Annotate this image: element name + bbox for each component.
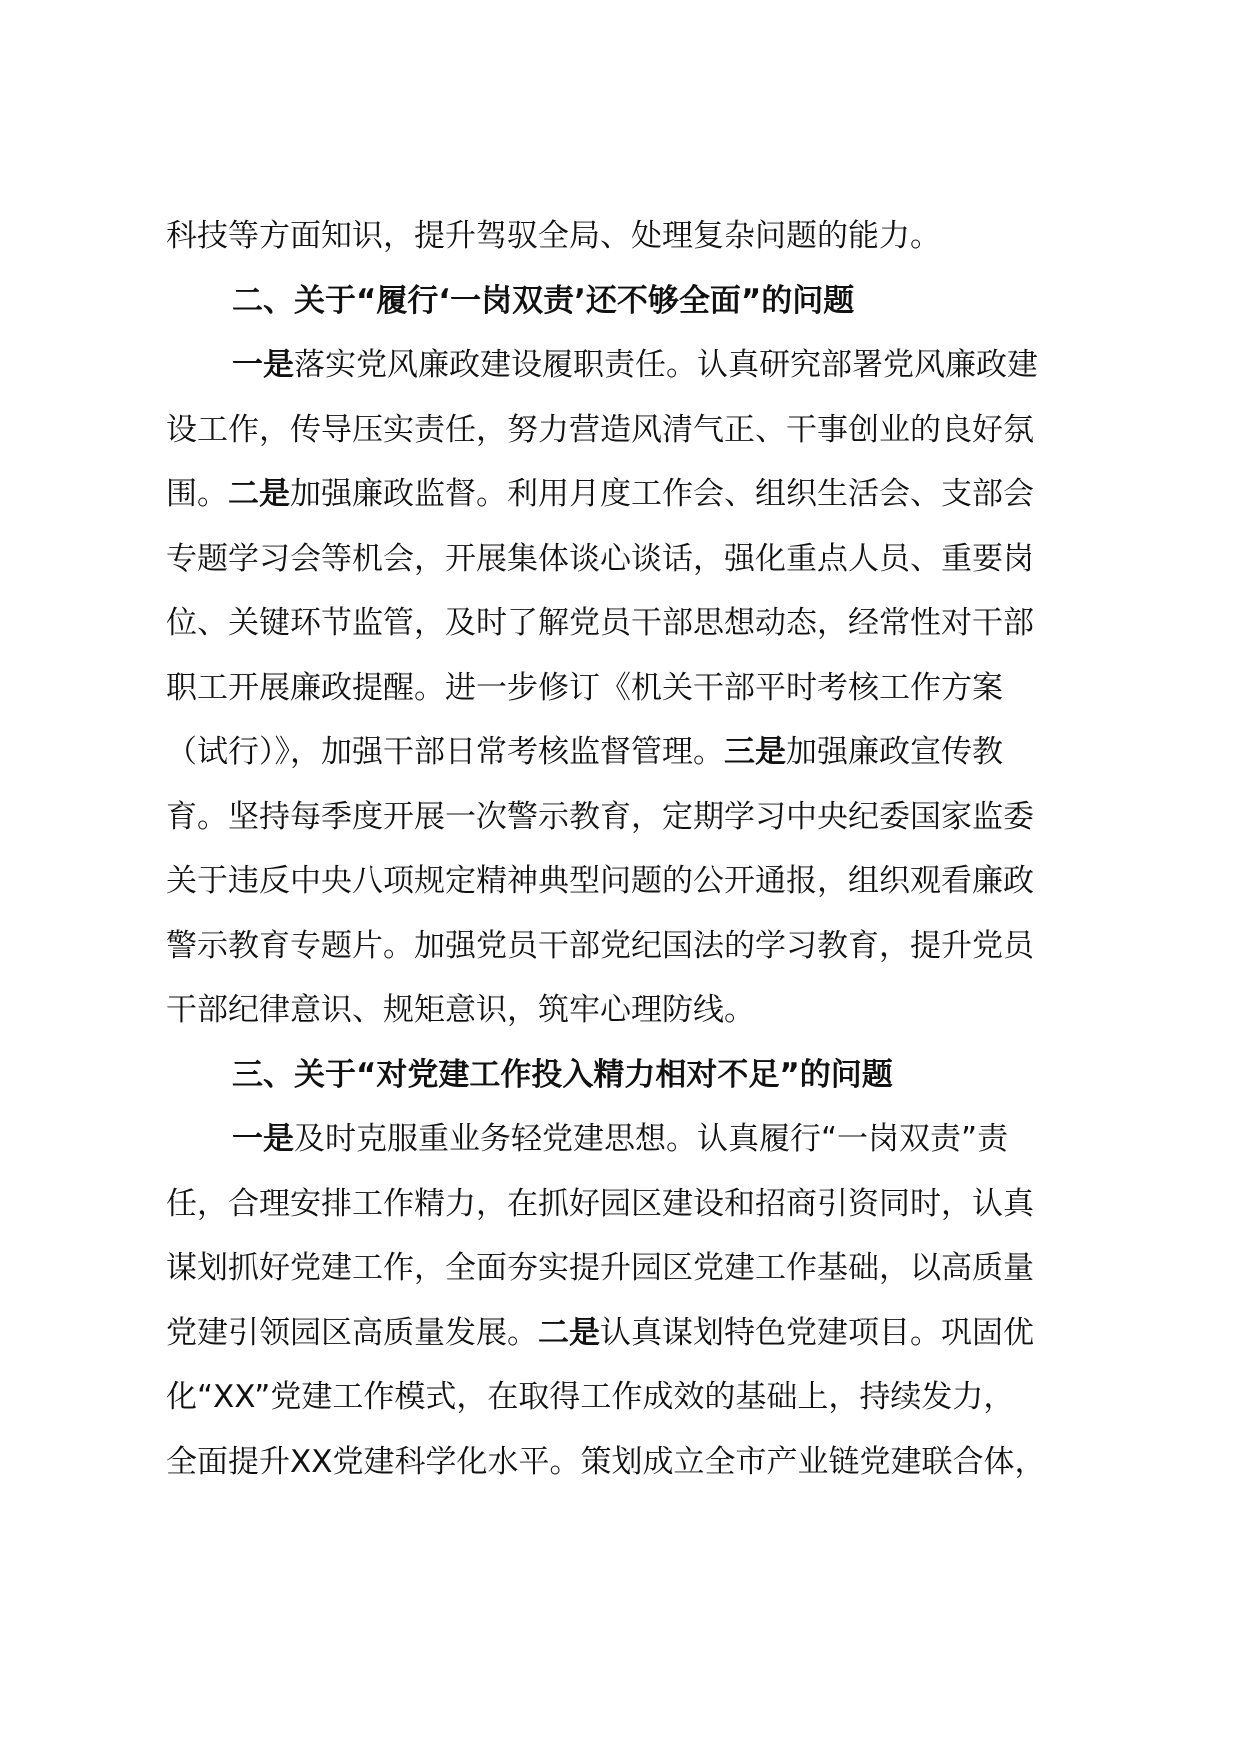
text-span: 认真谋划特色党建项目。巩固优 bbox=[600, 1314, 1034, 1351]
text-span: 加强廉政宣传教 bbox=[786, 734, 1003, 770]
bold-lead: 一是 bbox=[232, 347, 294, 383]
text-line bbox=[166, 720, 1098, 785]
text-span: 围。 bbox=[166, 476, 228, 512]
bold-lead: 二是 bbox=[228, 476, 290, 512]
text-line: 关于违反中央八项规定精神典型问题的公开通报，组织观看廉政 bbox=[166, 863, 1034, 899]
text-line bbox=[166, 1301, 1098, 1366]
bold-lead: 二是 bbox=[538, 1314, 600, 1351]
text-line: 设工作，传导压实责任，努力营造风清气正、干事创业的良好氛 bbox=[166, 411, 1034, 448]
section-heading: 二、关于“履行‘一岗双责’还不够全面”的问题 bbox=[232, 282, 855, 319]
text-line: 职工开展廉政提醒。进一步修订《机关干部平时考核工作方案 bbox=[166, 669, 1003, 706]
text-line: 任，合理安排工作精力，在抓好园区建设和招商引资同时，认真 bbox=[166, 1185, 1034, 1222]
bold-lead: 一是 bbox=[232, 1121, 294, 1157]
text-span: 加强廉政监督。利用月度工作会、组织生活会、支部会 bbox=[290, 476, 1034, 512]
text-span: 党建引领园区高质量发展。 bbox=[166, 1314, 538, 1351]
text-line: 谋划抓好党建工作，全面夯实提升园区党建工作基础，以高质量 bbox=[166, 1250, 1034, 1286]
text-line: 育。坚持每季度开展一次警示教育，定期学习中央纪委国家监委 bbox=[166, 798, 1034, 835]
text-line: 全面提升XX党建科学化水平。策划成立全市产业链党建联合体， bbox=[166, 1443, 1046, 1480]
text-line: 干部纪律意识、规矩意识，筑牢心理防线。 bbox=[166, 992, 755, 1028]
text-line bbox=[166, 333, 1098, 398]
document-page bbox=[166, 204, 1098, 1494]
text-line bbox=[166, 462, 1098, 527]
text-line: 位、关键环节监管，及时了解党员干部思想动态，经常性对干部 bbox=[166, 605, 1034, 641]
text-span: （试行）》，加强干部日常考核监督管理。 bbox=[166, 734, 724, 770]
text-line: 化“XX”党建工作模式，在取得工作成效的基础上，持续发力， bbox=[166, 1379, 1015, 1415]
text-line bbox=[166, 1107, 1098, 1172]
text-line: 警示教育专题片。加强党员干部党纪国法的学习教育，提升党员 bbox=[166, 927, 1034, 964]
text-line: 科技等方面知识，提升驾驭全局、处理复杂问题的能力。 bbox=[166, 218, 941, 254]
text-span: 及时克服重业务轻党建思想。认真履行“一岗双责”责 bbox=[294, 1121, 1009, 1157]
text-line: 专题学习会等机会，开展集体谈心谈话，强化重点人员、重要岗 bbox=[166, 540, 1034, 577]
section-heading: 三、关于“对党建工作投入精力相对不足”的问题 bbox=[232, 1056, 893, 1093]
text-span: 落实党风廉政建设履职责任。认真研究部署党风廉政建 bbox=[294, 347, 1038, 383]
bold-lead: 三是 bbox=[724, 734, 786, 770]
